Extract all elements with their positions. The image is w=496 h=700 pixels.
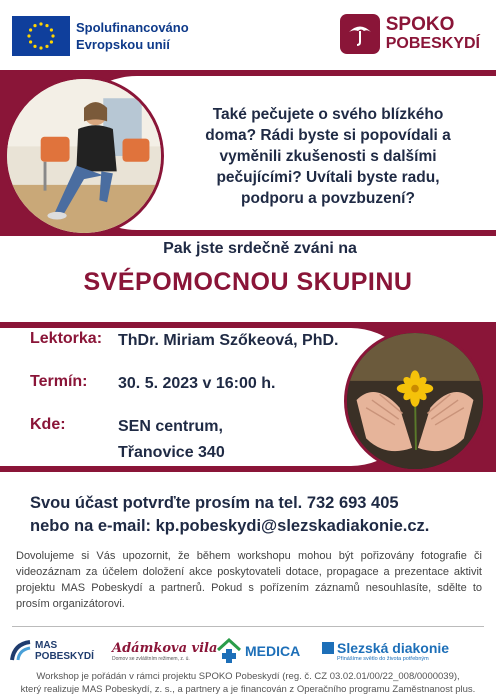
sd-sub: Přinášíme světlo do života potřebným: [337, 656, 429, 662]
footer-divider: [12, 626, 484, 627]
place-line-2: Třanovice 340: [118, 444, 225, 461]
event-title: SVÉPOMOCNOU SKUPINU: [83, 268, 413, 296]
medica-name: MEDICA: [245, 643, 301, 659]
place-row: [30, 416, 225, 464]
eu-flag-icon: [12, 16, 70, 56]
eu-line-2: Evropskou unií: [76, 37, 170, 52]
woman-photo: [4, 76, 164, 236]
medica-house-icon: [216, 638, 242, 664]
footnote-line-1: Workshop je pořádán v rámci projektu SPOKO Pobeskydí (reg. č. CZ 03.02.01/00/22_008/0000039),: [36, 671, 460, 682]
eu-line-1: Spolufinancováno: [76, 20, 189, 35]
place-label: Kde:: [30, 416, 66, 433]
invite-text: Pak jste srdečně zváni na: [163, 240, 357, 257]
adamkova-vila-logo: [112, 636, 217, 666]
spoko-brand: [340, 14, 480, 54]
intro-line: vyměnili zkušenosti s dalšími: [219, 148, 437, 165]
date-row: [30, 373, 275, 395]
intro-line: podporu a povzbuzení?: [241, 190, 415, 207]
place-line-1: SEN centrum,: [118, 418, 223, 435]
eu-funding-label: [76, 19, 189, 53]
mas-arc-icon: [10, 640, 32, 662]
brand-line-1: SPOKO: [385, 14, 455, 35]
recording-notice: Dovolujeme si Vás upozornit, že během workshopu mohou být pořizovány fotografie či videozáznam za účelem doložení akce poskytovateli dotace, propagace a prezentace aktivit projektu MAS Pobeskydí a partnerů. Pokud s pořízením záznamů nesouhlasíte, sdělte to prosím organizátorovi.: [16, 550, 482, 610]
medica-logo: [216, 636, 300, 666]
lector-value: ThDr. Miriam Szőkeová, PhD.: [118, 332, 339, 349]
hands-flower-photo: [344, 330, 486, 472]
lector-row: [30, 330, 339, 352]
spoko-umbrella-icon: [340, 14, 380, 54]
lector-label: Lektorka:: [30, 330, 103, 347]
adam-sub: Domov se zvláštním režimem, z. ú.: [112, 655, 190, 662]
mas-line-1: MAS: [35, 640, 58, 651]
brand-line-2: POBESKYDÍ: [385, 35, 480, 52]
diakonie-square-icon: [322, 642, 334, 654]
project-footnote: [10, 670, 486, 696]
sd-name: Slezská diakonie: [337, 640, 450, 656]
intro-text: [178, 104, 478, 209]
intro-line: doma? Rádi byste si popovídali a: [205, 127, 451, 144]
mas-line-2: POBESKYDÍ: [35, 651, 94, 662]
mas-pobeskydi-logo: [10, 636, 94, 666]
contact-info: [30, 492, 429, 538]
adam-name: Adámkova vila: [112, 640, 218, 656]
contact-email-line: nebo na e-mail: kp.pobeskydi@slezskadiakonie.cz.: [30, 517, 430, 535]
footnote-line-2: který realizuje MAS Pobeskydí, z. s., a partnery a je financován z Operačního programu Zaměstnanost plus.: [20, 684, 476, 695]
contact-phone-line: Svou účast potvrďte prosím na tel. 732 693 405: [30, 494, 399, 512]
date-label: Termín:: [30, 373, 88, 390]
partner-logos: [10, 636, 486, 666]
intro-line: pečujícími? Uvítali byste radu,: [216, 169, 440, 186]
intro-line: Také pečujete o svého blízkého: [212, 106, 444, 123]
slezska-diakonie-logo: [322, 636, 449, 666]
date-value: 30. 5. 2023 v 16:00 h.: [118, 375, 276, 392]
